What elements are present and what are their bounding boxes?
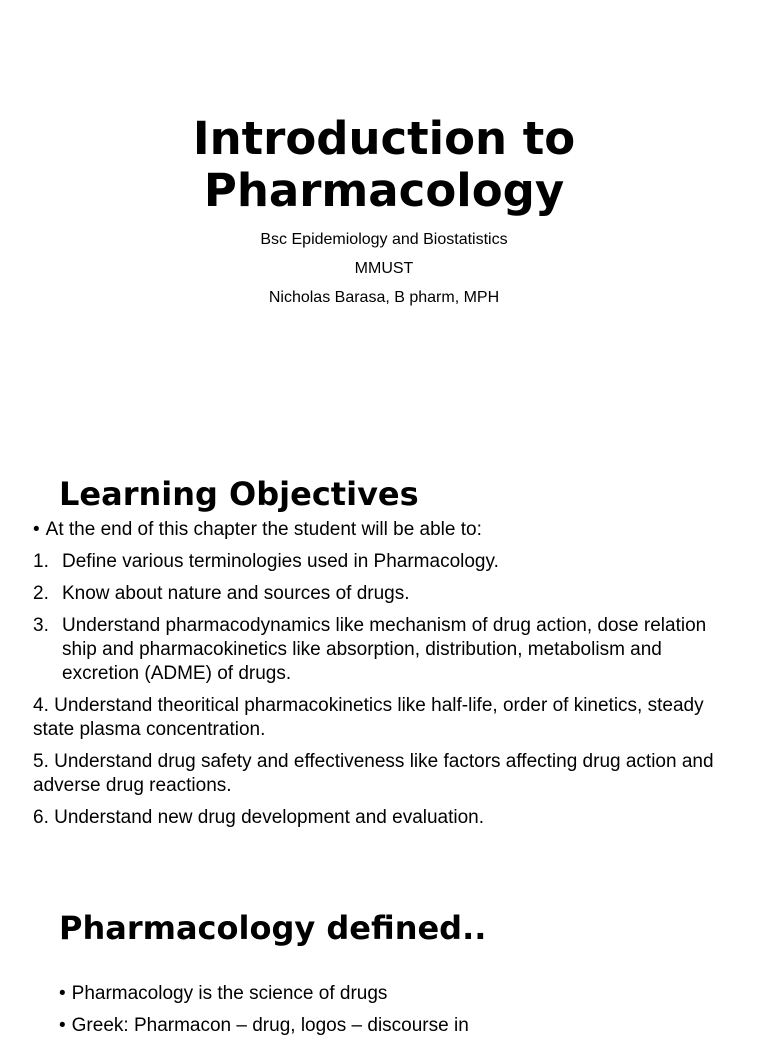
course-subtitle: Bsc Epidemiology and Biostatistics xyxy=(260,231,508,248)
presentation-title xyxy=(0,113,768,217)
definition-text: Pharmacology is the science of drugs xyxy=(71,983,388,1004)
definition-item xyxy=(59,1014,739,1038)
definition-heading: Pharmacology defined.. xyxy=(59,909,487,947)
objectives-body xyxy=(33,518,733,838)
objective-item xyxy=(33,550,733,574)
definition-text: Greek: Pharmacon – drug, logos – discourse in xyxy=(71,1015,469,1036)
bullet-icon: • xyxy=(33,519,40,540)
title-line-1: Introduction to xyxy=(192,112,576,165)
objective-item xyxy=(33,614,733,686)
author-subtitle: Nicholas Barasa, B pharm, MPH xyxy=(268,289,500,306)
objective-number: 3. xyxy=(33,615,49,636)
institution-subtitle: MMUST xyxy=(354,260,414,277)
subtitle-block xyxy=(0,228,768,315)
objective-text: Know about nature and sources of drugs. xyxy=(62,583,410,604)
title-slide xyxy=(0,0,768,440)
objective-text: Define various terminologies used in Pharmacology. xyxy=(62,551,499,572)
objectives-heading: Learning Objectives xyxy=(59,475,419,513)
objective-item xyxy=(33,582,733,606)
objective-item: 6. Understand new drug development and evaluation. xyxy=(33,807,485,828)
objectives-slide xyxy=(0,440,768,880)
objectives-intro xyxy=(33,518,733,542)
definition-slide xyxy=(0,880,768,1036)
objective-item: 5. Understand drug safety and effectiveness like factors affecting drug action and adverse drug reactions. xyxy=(33,751,714,796)
objective-text: Understand pharmacodynamics like mechanism of drug action, dose relation ship and pharmacokinetics like absorption, distribution, metabolism and excretion (ADME) of drugs. xyxy=(62,615,707,684)
bullet-icon: • xyxy=(59,983,66,1004)
objective-number: 2. xyxy=(33,583,49,604)
bullet-icon: • xyxy=(59,1015,66,1036)
definition-item xyxy=(59,982,739,1006)
objective-number: 1. xyxy=(33,551,49,572)
title-line-2: Pharmacology xyxy=(203,164,565,217)
objective-item: 4. Understand theoritical pharmacokinetics like half-life, order of kinetics, steady state plasma concentration. xyxy=(33,695,704,740)
objectives-intro-text: At the end of this chapter the student will be able to: xyxy=(45,519,482,540)
definition-body xyxy=(59,982,739,1046)
